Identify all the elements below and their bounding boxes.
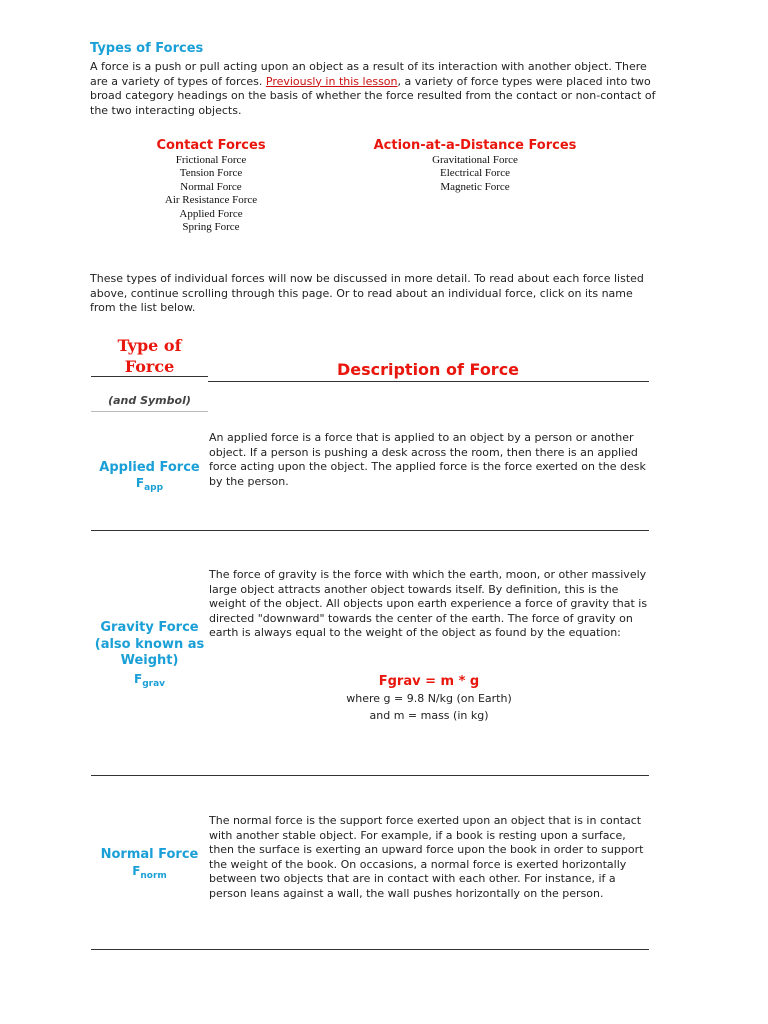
contact-force-item: Applied Force [179, 207, 243, 220]
distance-force-item: Magnetic Force [440, 180, 510, 193]
previous-lesson-link[interactable]: Previously in this lesson [265, 74, 398, 88]
row-divider [91, 775, 649, 776]
type-header-line: Type of [117, 336, 182, 355]
gravity-force-description: The force of gravity is the force with which the earth, moon, or other massively large object attracts another object towards itself. By definition, this is the weight of the object. All objects upon earth experience a force of gravity that is directed "downward" towards the center of the earth. The force of gravity on earth is always equal to the weight of the object as found by the equation: [209, 568, 648, 640]
type-header-rule [91, 376, 208, 377]
gravity-name-line: (also known as [94, 636, 205, 652]
symbol-subheader-rule [91, 411, 208, 412]
applied-force-description: An applied force is a force that is applied to an object by a person or another object. If a person is pushing a desk across the room, then there is an applied force acting upon the object. The applied force is the force exerted on the desk by the person. [209, 431, 646, 488]
distance-force-item: Gravitational Force [432, 154, 518, 166]
page-heading: Types of Forces [90, 41, 204, 56]
normal-force-description: The normal force is the support force exerted upon an object that is in contact with another stable object. For example, if a book is resting upon a surface, then the surface is exerting an upward force upon the book in order to support the weight of the book. On occasions, a normal force is exerted horizontally between two objects that are in contact with each other. For instance, if a person leans against a wall, the wall pushes horizontally on the person. [209, 814, 644, 900]
row-divider [91, 949, 649, 950]
type-header-line: Force [124, 357, 175, 376]
contact-force-item: Frictional Force [175, 154, 247, 166]
contact-forces-column [140, 138, 282, 234]
distance-forces-title: Action-at-a-Distance Forces [373, 138, 577, 153]
contact-force-item: Spring Force [182, 221, 240, 234]
contact-forces-title: Contact Forces [156, 138, 266, 153]
intro-text-end: , a variety of force types were placed into two broad category headings on the basis of whether the force resulted from the contact or non-contact of the two interacting objects. [90, 74, 659, 117]
contact-force-item: Tension Force [179, 167, 243, 180]
gravity-force-link[interactable] [91, 620, 208, 670]
distance-forces-column [360, 138, 590, 194]
distance-force-item: Electrical Force [440, 167, 510, 180]
gravity-name-line: Weight) [120, 653, 179, 668]
gravity-equation-note: and m = mass (in kg) [369, 709, 489, 722]
navigation-paragraph: These types of individual forces will now be discussed in more detail. To read about each force listed above, continue scrolling through this page. Or to read about an individual force, click on its name from the list below. [90, 272, 648, 315]
row-divider [91, 530, 649, 531]
gravity-name-line: Gravity Force [100, 620, 199, 635]
intro-paragraph [90, 60, 660, 118]
applied-force-link[interactable]: Applied Force [99, 460, 200, 475]
contact-force-item: Normal Force [180, 180, 242, 193]
gravity-equation-note: where g = 9.8 N/kg (on Earth) [346, 692, 512, 705]
contact-force-item: Air Resistance Force [164, 194, 258, 207]
normal-force-link[interactable]: Normal Force [100, 847, 199, 862]
description-header-rule [208, 381, 649, 382]
type-of-force-header [91, 335, 208, 377]
normal-force-symbol: $F_{norm}$ [132, 864, 167, 881]
description-header: Description of Force [336, 360, 520, 379]
intro-text-start: A force is a push or pull acting upon an object as a result of its interaction with another object. There are a variety of types of forces. [90, 60, 651, 88]
symbol-subheader: (and Symbol) [108, 394, 191, 407]
gravity-force-symbol: $F_{grav}$ [133, 672, 166, 689]
gravity-equation: Fgrav = m * g [378, 674, 480, 689]
applied-force-symbol: $F_{app}$ [135, 476, 164, 493]
